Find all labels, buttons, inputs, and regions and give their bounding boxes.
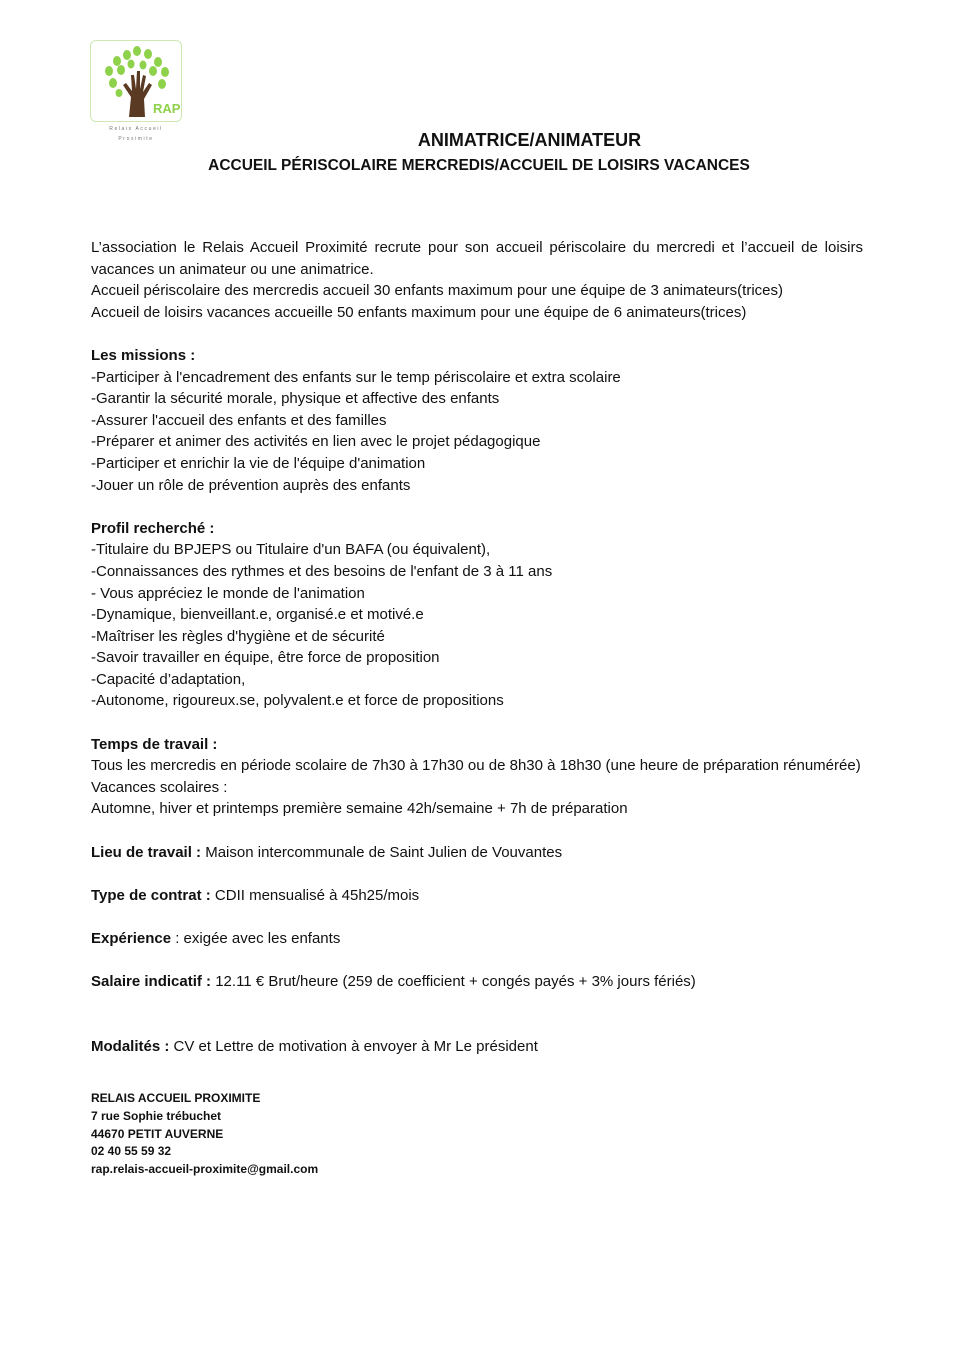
experience-value: : exigée avec les enfants — [171, 930, 341, 947]
contact-block — [91, 1090, 318, 1179]
list-item: -Participer à l'encadrement des enfants sur le temp périscolaire et extra scolaire — [91, 368, 621, 386]
list-item: - Vous appréciez le monde de l'animation — [91, 584, 365, 602]
salary-label: Salaire indicatif : — [91, 973, 212, 991]
contract-value: CDII mensualisé à 45h25/mois — [210, 886, 420, 904]
contact-street: 7 rue Sophie trébuchet — [91, 1108, 222, 1123]
list-item: -Dynamique, bienveillant.e, organisé.e et motivé.e — [91, 606, 424, 624]
list-item: -Préparer et animer des activités en lien avec le projet pédagogique — [91, 433, 541, 451]
page-title: ANIMATRICE/ANIMATEUR — [417, 130, 642, 150]
logo-caption: Relais Accueil — [109, 126, 163, 132]
rap-logo — [90, 40, 182, 122]
list-item: -Autonome, rigoureux.se, polyvalent.e et force de propositions — [91, 692, 504, 710]
list-item: -Connaissances des rythmes et des besoins de l'enfant de 3 à 11 ans — [91, 562, 553, 580]
contract-row — [91, 885, 863, 907]
document-body — [91, 237, 863, 1057]
contact-city: 44670 PETIT AUVERNE — [91, 1126, 224, 1141]
work-time-line: Tous les mercredis en période scolaire de 7h30 à 17h30 ou de 8h30 à 18h30 (une heure de préparation rénumérée) — [91, 757, 861, 775]
logo-caption: Proximite — [118, 136, 154, 142]
contract-label: Type de contrat : — [91, 886, 211, 904]
location-value: Maison intercommunale de Saint Julien de Vouvantes — [201, 843, 563, 861]
contact-phone: 02 40 55 59 32 — [91, 1144, 172, 1159]
work-time-line: Automne, hiver et printemps première semaine 42h/semaine + 7h de préparation — [91, 800, 628, 818]
work-time-heading: Temps de travail : — [91, 735, 218, 753]
experience-row — [91, 928, 863, 950]
list-item: -Titulaire du BPJEPS ou Titulaire d'un BAFA (ou équivalent), — [91, 541, 491, 559]
page-subtitle: ACCUEIL PÉRISCOLAIRE MERCREDIS/ACCUEIL DE LOISIRS VACANCES — [208, 157, 750, 174]
intro-line: Accueil périscolaire des mercredis accueil 30 enfants maximum pour une équipe de 3 animateurs(trices) — [91, 282, 783, 300]
list-item: -Garantir la sécurité morale, physique et affective des enfants — [91, 390, 500, 408]
profile-heading: Profil recherché : — [91, 519, 215, 537]
logo-text: RAP — [153, 101, 181, 116]
salary-value: 12.11 € Brut/heure (259 de coefficient + congés payés + 3% jours fériés) — [211, 973, 696, 991]
list-item: -Participer et enrichir la vie de l'équipe d'animation — [91, 454, 426, 472]
intro-paragraph: L’association le Relais Accueil Proximité recrute pour son accueil périscolaire du mercredi et l’accueil de loisirs vacances un animateur ou une animatrice. — [91, 239, 863, 278]
experience-label: Expérience — [91, 930, 172, 947]
modalities-row — [91, 1036, 863, 1058]
modalities-value: CV et Lettre de motivation à envoyer à Mr Le président — [169, 1037, 538, 1055]
work-time-line: Vacances scolaires : — [91, 778, 228, 796]
list-item: -Capacité d’adaptation, — [91, 670, 246, 688]
intro-line: Accueil de loisirs vacances accueille 50 enfants maximum pour une équipe de 6 animateurs(trices) — [91, 303, 747, 321]
list-item: -Jouer un rôle de prévention auprès des enfants — [91, 476, 411, 494]
contact-name: RELAIS ACCUEIL PROXIMITE — [91, 1091, 261, 1105]
location-row — [91, 842, 863, 864]
missions-heading: Les missions : — [91, 346, 196, 364]
list-item: -Assurer l'accueil des enfants et des familles — [91, 411, 387, 429]
modalities-label: Modalités : — [91, 1037, 170, 1055]
contact-email[interactable]: rap.relais-accueil-proximite@gmail.com — [91, 1162, 319, 1177]
tree-hand-icon — [91, 41, 183, 123]
location-label: Lieu de travail : — [91, 843, 202, 861]
salary-row — [91, 971, 863, 993]
list-item: -Maîtriser les règles d'hygiène et de sécurité — [91, 627, 385, 645]
list-item: -Savoir travailler en équipe, être force de proposition — [91, 649, 440, 667]
